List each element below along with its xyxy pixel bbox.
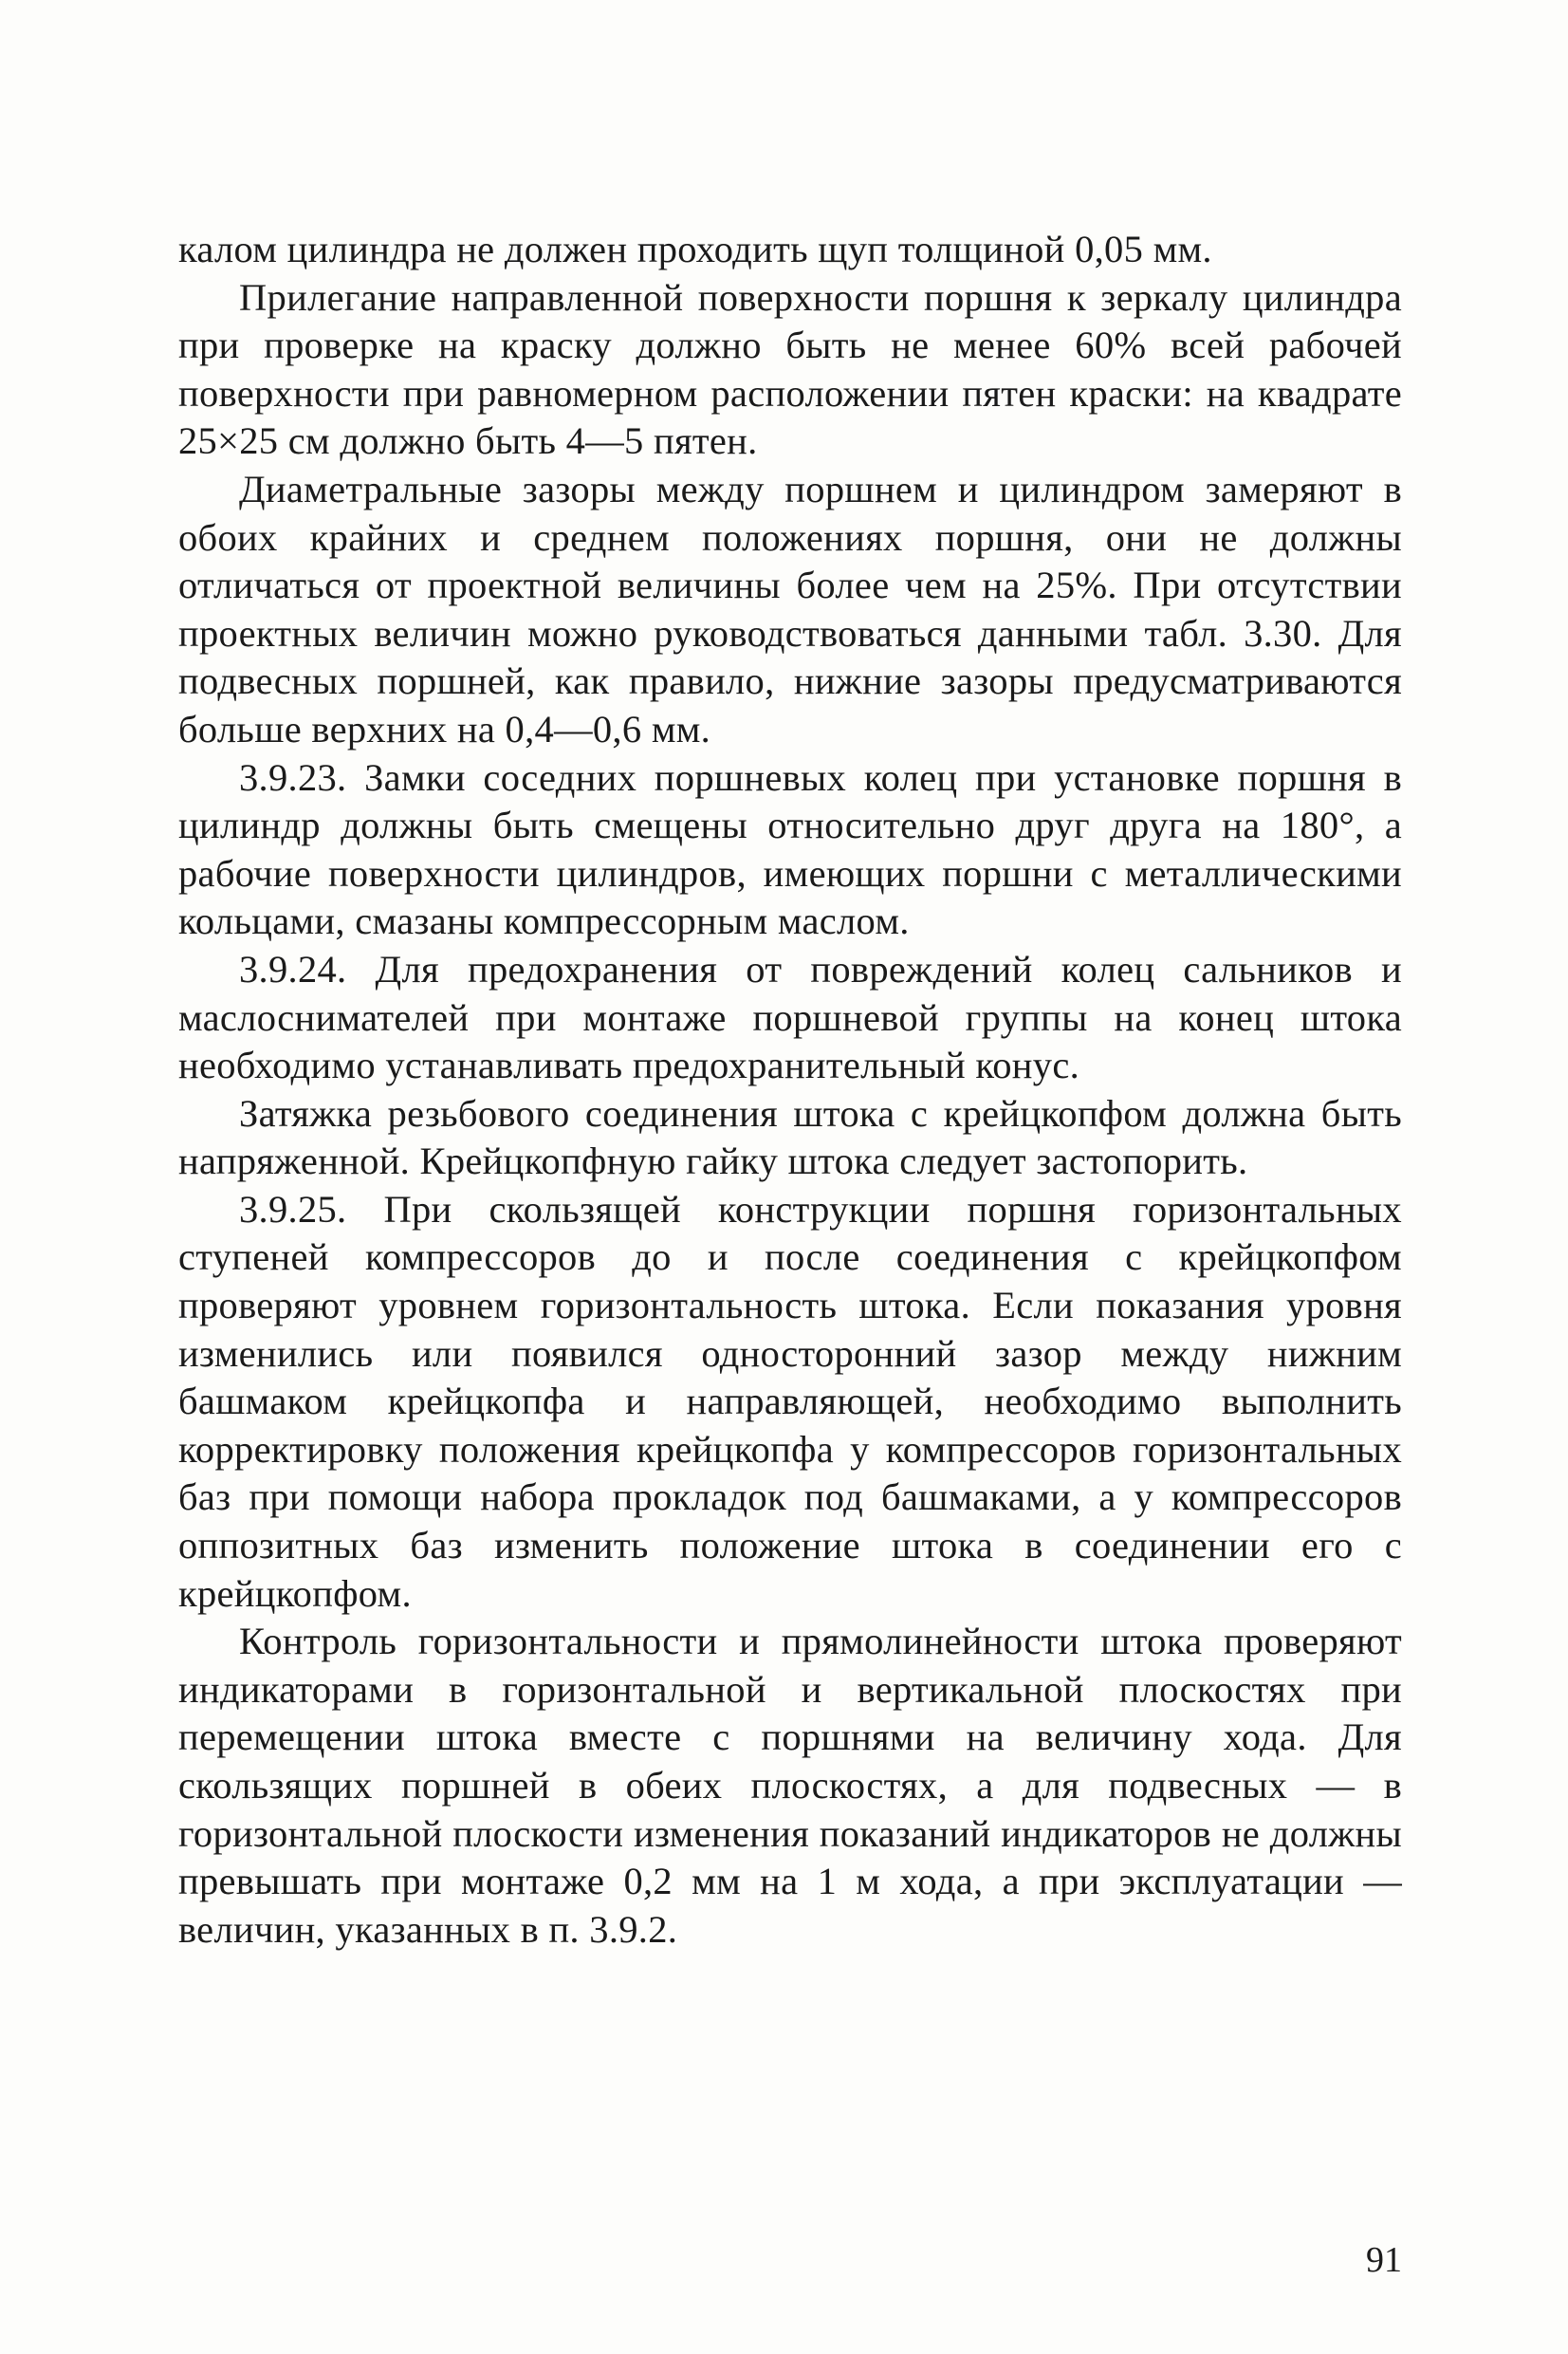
paragraph-3-9-23: 3.9.23. Замки соседних поршневых колец при установке поршня в цилиндр должны быть смещены относительно друг друга на 180°, а рабочие поверхности цилиндров, имеющих поршни с металлическими кольцами, смазаны компрессорным маслом. bbox=[178, 755, 1402, 943]
paragraph-rod-tightening: Затяжка резьбового соединения штока с крейцкопфом должна быть напряженной. Крейцкопфную гайку штока следует застопорить. bbox=[178, 1091, 1402, 1183]
page-number: 91 bbox=[1366, 2240, 1402, 2280]
body-text bbox=[178, 226, 1402, 1954]
paragraph-3-9-24: 3.9.24. Для предохранения от повреждений колец сальников и маслоснимателей при монтаже поршневой группы на конец штока необходимо устанавливать предохранительный конус. bbox=[178, 947, 1402, 1087]
paragraph-rod-control: Контроль горизонтальности и прямолинейности штока проверяют индикаторами в горизонтальной и вертикальной плоскостях при перемещении штока вместе с поршнями на величину хода. Для скользящих поршней в обеих плоскостях, а для подвесных — в горизонтальной плоскости изменения показаний индикаторов не должны превышать при монтаже 0,2 мм на 1 м хода, а при эксплуатации — величин, указанных в п. 3.9.2. bbox=[178, 1620, 1402, 1951]
paragraph-3-9-25: 3.9.25. При скользящей конструкции поршня горизонтальных ступеней компрессоров до и после соединения с крейцкопфом проверяют уровнем горизонтальность штока. Если показания уровня изменились или появился односторонний зазор между нижним башмаком крейцкопфа и направляющей, необходимо выполнить корректировку положения крейцкопфа у компрессоров горизонтальных баз при помощи набора прокладок под башмаками, а у компрессоров оппозитных баз изменить положение штока в соединении его с крейцкопфом. bbox=[178, 1187, 1402, 1615]
paragraph-continuation: калом цилиндра не должен проходить щуп толщиной 0,05 мм. bbox=[178, 228, 1212, 270]
paragraph-diametral-gaps: Диаметральные зазоры между поршнем и цилиндром замеряют в обоих крайних и среднем положениях поршня, они не должны отличаться от проектной величины более чем на 25%. При отсутствии проектных величин можно руководствоваться данными табл. 3.30. Для подвесных поршней, как правило, нижние зазоры предусматриваются больше верхних на 0,4—0,6 мм. bbox=[178, 467, 1402, 751]
paragraph-piston-fit: Прилегание направленной поверхности поршня к зеркалу цилиндра при проверке на краску должно быть не менее 60% всей рабочей поверхности при равномерном расположении пятен краски: на квадрате 25×25 см должно быть 4—5 пятен. bbox=[178, 275, 1402, 463]
